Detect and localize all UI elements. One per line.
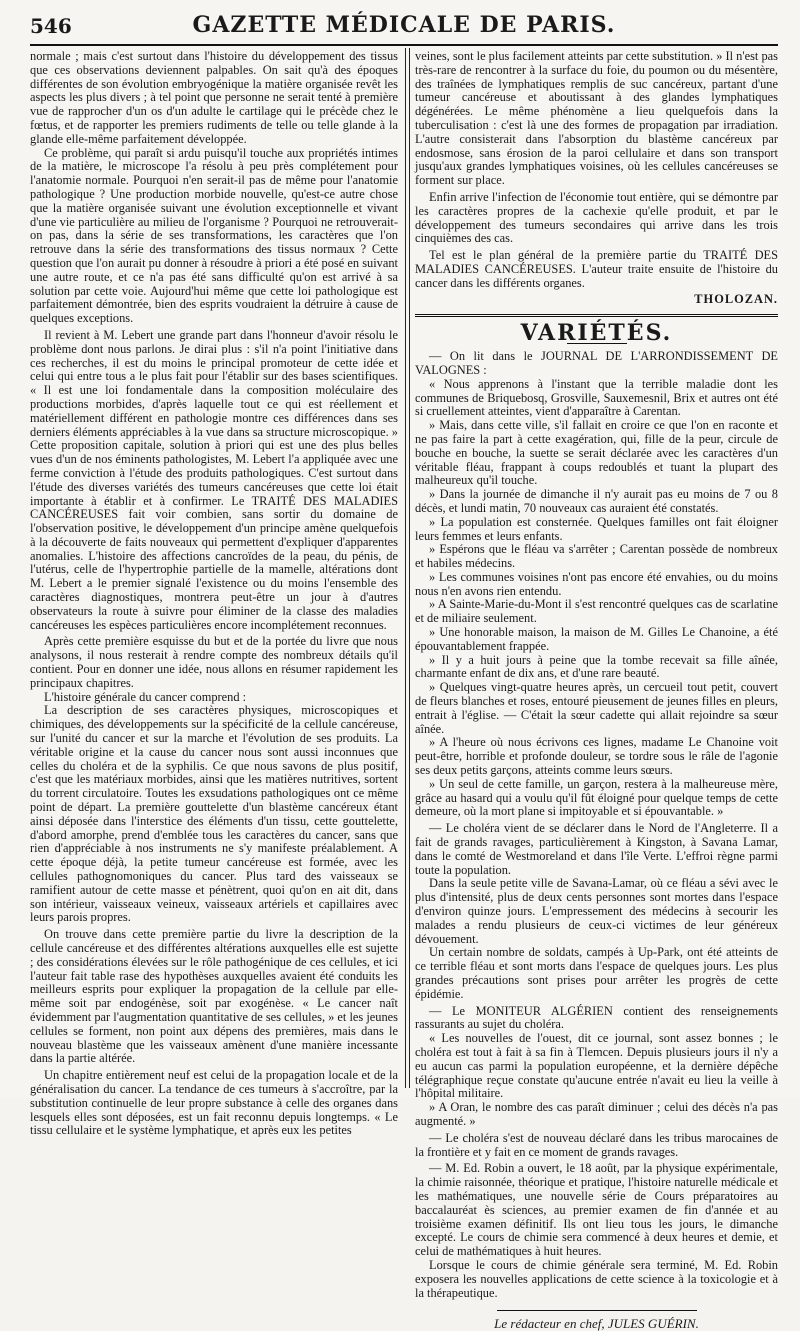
running-title: GAZETTE MÉDICALE DE PARIS.	[192, 12, 616, 38]
paragraph: » Une honorable maison, la maison de M. Gilles Le Chanoine, a été épouvantablement frappée.	[415, 625, 778, 653]
paragraph: » Un seul de cette famille, un garçon, restera à la malheureuse mère, grâce au hasard qui a voulu qu'il fût éloigné pour quelque temps de cette demeure, où la mort plane si impitoyable et si épouvantable. »	[415, 776, 778, 819]
paragraph: Tel est le plan général de la première partie du TRAITÉ DES MALADIES CANCÉREUSES. L'auteur traite ensuite de l'histoire du cancer dans les différents organes.	[415, 248, 778, 290]
paragraph: » La population est consternée. Quelques familles ont fait éloigner leurs femmes et leurs enfants.	[415, 514, 778, 543]
paragraph: Lorsque le cours de chimie générale sera terminé, M. Ed. Robin exposera les nouvelles applications de cette science à la toxicologie et à la thérapeutique.	[415, 1257, 778, 1300]
right-column	[415, 49, 778, 1331]
paragraph: L'histoire générale du cancer comprend :	[44, 689, 247, 704]
paragraph: Après cette première esquisse du but et de la portée du livre que nous analysons, il nous resterait à rendre compte des nombreux détails qu'il contient. Pour en donner une idée, nous allons en résumer rapidement les principaux chapitres.	[30, 634, 398, 690]
paragraph: On trouve dans cette première partie du livre la description de la cellule cancéreuse et des différentes altérations auxquelles elle est sujette ; des considérations élevées sur le rôle pathogénique de ces cellules, et ici l'auteur fait table rase des hypothèses auxquelles avaient été conduits les meilleurs esprits pour expliquer la propagation de la cellule par elle-même soit par endogénèse, soit par exogénèse. « Le cancer naît évidemment par l'augmentation quantitative de ses cellules, » et les jeunes cellules se forment, non point aux dépens des premières, mais dans le nouveau blastème que les vaisseaux amènent d'une manière incessante dans la partie altérée.	[30, 927, 398, 1066]
paragraph: » Dans la journée de dimanche il n'y aurait pas eu moins de 7 ou 8 décès, et lundi matin, 70 nouveaux cas auraient été constatés.	[415, 487, 778, 515]
paragraph: « Nous apprenons à l'instant que la terrible maladie dont les communes de Briquebosq, Grosville, Sauxemesnil, Brix et autres ont été si cruellement atteintes, vient d'apparaître à Carentan.	[415, 376, 778, 419]
paragraph: — Le choléra vient de se déclarer dans le Nord de l'Angleterre. Il a fait de grands ravages, particulièrement à Kingston, à Savana Lamar, dans le comté de Westmoreland et dans l'île Verte. L'effroi règne parmi toute la population.	[415, 821, 778, 877]
paragraph: — M. Ed. Robin a ouvert, le 18 août, par la physique expérimentale, la chimie raisonnée, théorique et pratique, l'histoire naturelle médicale et les mathématiques, une nouvelle série de Cours préparatoires au baccalauréat ès sciences, au premier examen de fin d'année et au troisième examen définitif. Ils ont lieu tous les jours, le dimanche excepté. Le cours de chimie sera commencé à deux heures et demie, et celui de mathématiques à huit heures.	[415, 1161, 778, 1259]
article-signature: THOLOZAN.	[694, 291, 778, 306]
paragraph: Un chapitre entièrement neuf est celui de la propagation locale et de la généralisation du cancer. La tendance de ces tumeurs à s'accroître, par la substitution continuelle de leur propre substance à celle des organes dans lesquels elles sont déposées, est un fait reconnu depuis longtemps. « Le tissu cellulaire et le système lymphatique, et après eux les petites	[30, 1068, 398, 1138]
paragraph: veines, sont le plus facilement atteints par cette substitution. » Il n'est pas très-rare de rencontrer à la surface du foie, du poumon ou du mésentère, des traînées de lymphatiques remplis de suc cancéreux, partant d'une tumeur cancéreuse et aboutissant à des glandes lymphatiques dégénérées. Le même phénomène a lieu quelquefois dans la tuberculisation : c'est là une des formes de propagation par irradiation. L'autre consisterait dans l'absorption du blastème cancéreux par endosmose, sans érosion de la paroi cellulaire et dans son transport jusqu'aux grandes lymphatiques voisines, où les cellules cancéreuses se forment sur place.	[415, 49, 778, 188]
paragraph: Enfin arrive l'infection de l'économie tout entière, qui se démontre par les caractères propres de la cachexie qu'elle produit, et par le développement des tumeurs secondaires qui arrive dans les trois cinquièmes des cas.	[415, 189, 778, 246]
paragraph: Il revient à M. Lebert une grande part dans l'honneur d'avoir résolu le problème dont nous parlons. Je dirai plus : s'il n'a point l'initiative dans ces recherches, il est du moins le principal promoteur de cette idée et celui qui entre tous a le plus fait pour l'établir sur des bases scientifiques. « Il est une loi fondamentale dans la composition moléculaire des productions morbides, d'après laquelle tout ce qui est réellement et matériellement différent en pathologie montre ces différences dans ses derniers éléments appréciables à la vue dans sa structure microscopique. » Cette proposition capitale, solution à priori qui est une des plus belles vues d'un de nos éminents pathologistes, M. Lebert l'a appliquée avec une ferme conviction à l'étude des produits pathologiques. C'est surtout dans l'étude des diverses variétés des tumeurs cancéreuses que cette loi était importante à établir et à confirmer. Le TRAITÉ DES MALADIES CANCÉREUSES fait voir combien, sans sortir du domaine de l'observation positive, le développement d'un principe amène quelquefois à la découverte de faits nouveaux qui permettent d'expliquer d'apparentes anomalies. L'histoire des affections cancroïdes de la peau, du pénis, de l'utérus, celle de l'hypertrophie partielle de la mamelle, altérations dont M. Lebert a le premier signalé l'existence ou du moins l'ensemble des caractères diagnostiques, montrera peut-être un jour à d'autres observateurs la route à suivre pour éliminer de la classe des maladies cancéreuses les espèces particulières encore incomplétement reconnues.	[30, 327, 398, 632]
paragraph: normale ; mais c'est surtout dans l'histoire du développement des tissus que ces observations deviennent palpables. On sait qu'à des époques différentes de son évolution embryogénique la matière organisée revêt les aspects les plus divers ; à tel point que personne ne serait tenté à première vue de rapprocher d'un os d'un adulte le cartilage qui le précède chez le fœtus, et de rapporter les premiers rudiments de telle ou telle glande à la glande elle-même parfaitement développée.	[30, 49, 398, 146]
header-rule	[30, 44, 778, 46]
section-title: VARIÉTÉS.	[520, 320, 673, 347]
closing-rule	[497, 1310, 697, 1311]
column-divider	[409, 48, 410, 1088]
column-divider	[405, 48, 406, 1088]
paragraph: » Les communes voisines n'ont pas encore été envahies, ou du moins nous n'en avons rien entendu.	[415, 569, 778, 598]
paragraph: — Le choléra s'est de nouveau déclaré dans les tribus marocaines de la frontière et y fait en ce moment de grands ravages.	[415, 1130, 778, 1159]
paragraph: » A Sainte-Marie-du-Mont il s'est rencontré quelques cas de scarlatine et de miliaire seulement.	[415, 597, 778, 626]
paragraph: » Espérons que le fléau va s'arrêter ; Carentan possède de nombreux et habiles médecins.	[415, 542, 778, 571]
paragraph: « Les nouvelles de l'ouest, dit ce journal, sont assez bonnes ; le choléra est tout à fait à sa fin à Tlemcen. Depuis plusieurs jours il n'y a eu aucun cas parmi la population européenne, et la dernière dépêche télégraphique reçue constate qu'aucune entrée n'avait eu lieu la veille à l'hôpital militaire.	[415, 1031, 778, 1101]
page-number: 546	[30, 14, 72, 38]
paragraph: Ce problème, qui paraît si ardu puisqu'il touche aux propriétés intimes de la matière, le microscope l'a résolu à peu près complétement pour l'anatomie normale. Pourquoi n'en serait-il pas de même pour l'anatomie pathologique ? Une production morbide nouvelle, qu'est-ce autre chose que la matière organisée suivant une évolution exceptionnelle et vivant d'une vie particulière au milieu de l'organisme ? Pourquoi ne retrouverait-on pas, dans la série de ses transformations, les caractères que l'on retrouve dans la série des transformations des tissus normaux ? Cette question que l'on aurait pu donner à résoudre à priori a été posé en suivant une autre route, et ce n'a pas été sans difficulté qu'on est arrivé à sa solution par cette voie. Aujourd'hui même que cette loi pathologique est parfaitement démontrée, bien des esprits voudraient la détruire à cause de quelques exceptions.	[30, 145, 398, 326]
page-header	[30, 8, 778, 42]
paragraph: » Quelques vingt-quatre heures après, un cercueil tout petit, couvert de fleurs blanches et roses, entouré pieusement de jeunes filles en pleurs, entrait à l'église. — C'était la sœur cadette qui allait rejoindre sa sœur aînée.	[415, 680, 778, 736]
left-column	[30, 49, 398, 1138]
editor-signature: Le rédacteur en chef, JULES GUÉRIN.	[494, 1316, 699, 1331]
paragraph: » A Oran, le nombre des cas paraît diminuer ; celui des décès n'a pas augmenté. »	[415, 1100, 778, 1128]
paragraph: Dans la seule petite ville de Savana-Lamar, où ce fléau a sévi avec le plus d'intensité, plus de deux cents personnes sont mortes dans l'espace d'environ quinze jours. L'empressement des médecins à secourir les malades a rendu plusieurs de ceux-ci victimes de leur généreux dévouement.	[415, 876, 778, 946]
paragraph: » Mais, dans cette ville, s'il fallait en croire ce que l'on en raconte et ne pas faire la part à cette exagération, qui, fille de la peur, circule de bouche en bouche, la suette se serait déclarée avec les caractères d'un véritable fléau, frappant à coups redoublés et tuant la plupart des malheureux qu'il touche.	[415, 418, 778, 488]
paragraph: » Il y a huit jours à peine que la tombe recevait sa fille aînée, charmante enfant de dix ans, et d'une rare beauté.	[415, 652, 778, 681]
section-separator	[415, 314, 778, 317]
paragraph: — Le MONITEUR ALGÉRIEN contient des renseignements rassurants au sujet du choléra.	[415, 1003, 778, 1032]
paragraph: » A l'heure où nous écrivons ces lignes, madame Le Chanoine voit peut-être, horrible et profonde douleur, se tordre sous le râle de l'agonie ses deux petits garçons, atteints comme leurs sœurs.	[415, 735, 778, 778]
paragraph: — On lit dans le JOURNAL DE L'ARRONDISSEMENT DE VALOGNES :	[415, 349, 778, 377]
paragraph: La description de ses caractères physiques, microscopiques et chimiques, des développements sur la spécificité de la cellule cancéreuse, sur l'unité du cancer et sur la marche et l'évolution de ses produits. La véritable origine et la cause du cancer nous sont aussi inconnues que celles du choléra et de la syphilis. Ce que nous savons de plus positif, c'est que les matériaux morbides, ainsi que les matières nutritives, sortent du torrent circulatoire. Toutes les exsudations pathologiques ont ce même point de départ. La première gouttelette d'un blastème cancéreux étant ainsi déposée dans l'interstice des éléments d'un tissu, cette gouttelette, d'abord amorphe, prend d'emblée tous les caractères du cancer, sans que rien d'appréciable à nos instruments ne s'y manifeste préalablement. A cette époque déjà, la petite tumeur cancéreuse est formée, avec les cellules pathognomoniques du cancer. Plus tard des vaisseaux se ramifient autour de cette masse et pénètrent, quoi qu'on en ait dit, dans son intérieur, vaisseaux veineux, vaisseaux artériels et capillaires avec leurs parois propres.	[30, 703, 398, 925]
paragraph: Un certain nombre de soldats, campés à Up-Park, ont été atteints de ce terrible fléau et sont morts dans l'espace de quelques jours. Les plus grandes précautions sont prises pour arrêter les progrès de cette épidémie.	[415, 945, 778, 1001]
